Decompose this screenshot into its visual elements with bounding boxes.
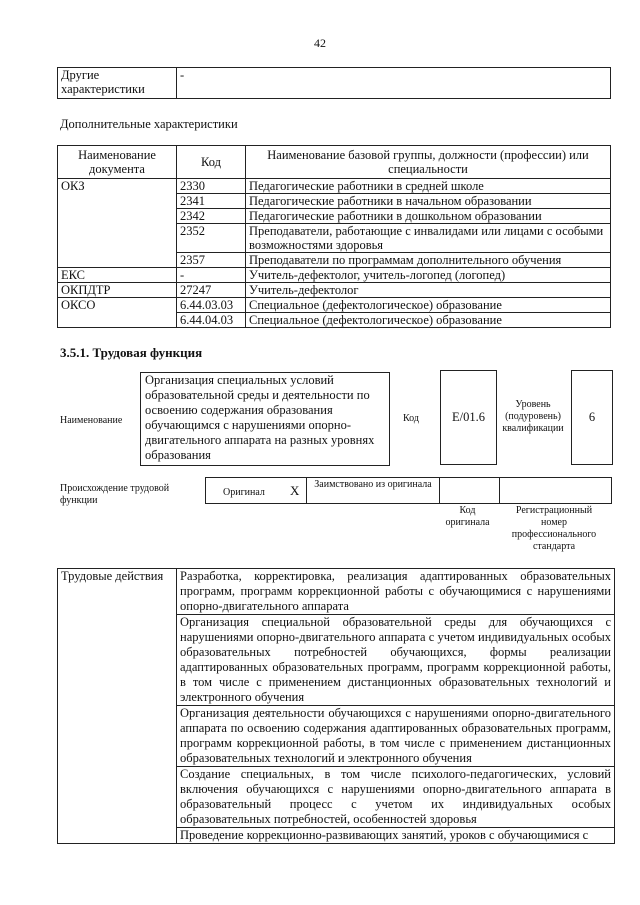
- table-row: [58, 298, 611, 313]
- row-name: Учитель-дефектолог: [246, 283, 611, 298]
- level-value: 6: [588, 410, 596, 424]
- row-name: Педагогические работники в средней школе: [246, 179, 611, 194]
- reg-number-label: Регистрационный номер профессионального стандарта: [511, 505, 597, 552]
- table-row: [58, 283, 611, 298]
- name-label: Наименование: [60, 415, 123, 426]
- row-name: Специальное (дефектологическое) образование: [246, 298, 611, 313]
- row-name: Специальное (дефектологическое) образование: [246, 313, 611, 328]
- row-code: 2352: [177, 224, 246, 253]
- other-characteristics-table: [57, 67, 611, 99]
- row-code: 2341: [177, 194, 246, 209]
- function-name-box: [140, 372, 390, 466]
- level-label: Уровень (подуровень) квалификации: [502, 399, 564, 434]
- labor-actions-table: [57, 568, 615, 844]
- code-original-label: Код оригинала: [445, 505, 490, 528]
- extra-heading: Дополнительные характеристики: [60, 117, 238, 131]
- row-code: 6.44.04.03: [177, 313, 246, 328]
- labor-action-item: Проведение коррекционно-развивающих занятий, уроков с обучающимися с: [177, 828, 615, 844]
- code-label: Код: [403, 413, 419, 424]
- function-code-value: E/01.6: [452, 410, 485, 424]
- row-doc: ОКПДТР: [58, 283, 177, 298]
- labor-action-item: Организация деятельности обучающихся с нарушениями опорно-двигательного аппарата по освоению содержания адаптированных образовательных программ, программ коррекционной работы, в том числе с применением дистанционных образовательных технологий и электронного обучения: [177, 706, 615, 767]
- labor-action-item: Создание специальных, в том числе психолого-педагогических, условий включения обучающихся с нарушениями опорно-двигательного аппарата в образовательный процесс с учетом их индивидуальных особых образовательных потребностей, особенностей здоровья: [177, 767, 615, 828]
- origin-row: [205, 477, 612, 504]
- row-code: 2342: [177, 209, 246, 224]
- header-name: Наименование базовой группы, должности (профессии) или специальности: [246, 146, 611, 179]
- other-value: -: [177, 68, 611, 99]
- row-name: Педагогические работники в начальном образовании: [246, 194, 611, 209]
- row-name: Учитель-дефектолог, учитель-логопед (логопед): [246, 268, 611, 283]
- origin-borrowed: Заимствовано из оригинала: [314, 479, 432, 490]
- origin-mark: X: [290, 483, 300, 498]
- origin-label: Происхождение трудовой функции: [60, 483, 170, 506]
- header-code: Код: [177, 146, 246, 179]
- labor-action-item: Организация специальной образовательной среды для обучающихся с нарушениями опорно-двигательного аппарата с учетом индивидуальных особых образовательных потребностей обучающихся, формы реализации адаптированных образовательных программ, программ коррекционной работы, в том числе с применением дистанционных образовательных технологий и электронного обучения: [177, 615, 615, 706]
- row-code: 2357: [177, 253, 246, 268]
- header-doc: Наименование документа: [58, 146, 177, 179]
- row-name: Преподаватели, работающие с инвалидами или лицами с особыми возможностями здоровья: [246, 224, 611, 253]
- row-doc: ОКЗ: [58, 179, 177, 268]
- row-code: -: [177, 268, 246, 283]
- page-number: 42: [314, 36, 326, 50]
- table-row: [58, 569, 615, 615]
- function-code-box: [440, 370, 497, 465]
- row-code: 2330: [177, 179, 246, 194]
- labor-action-item: Разработка, корректировка, реализация адаптированных образовательных программ, программ коррекционной работы с обучающимися с нарушениями опорно-двигательного аппарата: [177, 569, 615, 615]
- row-doc: ЕКС: [58, 268, 177, 283]
- row-name: Педагогические работники в дошкольном образовании: [246, 209, 611, 224]
- labor-actions-label: Трудовые действия: [58, 569, 177, 844]
- row-code: 6.44.03.03: [177, 298, 246, 313]
- level-box: [571, 370, 613, 465]
- row-name: Преподаватели по программам дополнительного обучения: [246, 253, 611, 268]
- origin-original: Оригинал: [223, 487, 265, 498]
- table-row: [58, 179, 611, 194]
- table-row: [58, 268, 611, 283]
- function-name-value: Организация специальных условий образовательной среды и деятельности по освоению содержания образования обучающимся с нарушениями опорно-двигательного аппарата на разных уровнях образования: [145, 373, 375, 462]
- function-title: 3.5.1. Трудовая функция: [60, 345, 203, 360]
- row-code: 27247: [177, 283, 246, 298]
- other-label: Другие характеристики: [58, 68, 177, 99]
- row-doc: ОКСО: [58, 298, 177, 328]
- extra-characteristics-table: [57, 145, 611, 328]
